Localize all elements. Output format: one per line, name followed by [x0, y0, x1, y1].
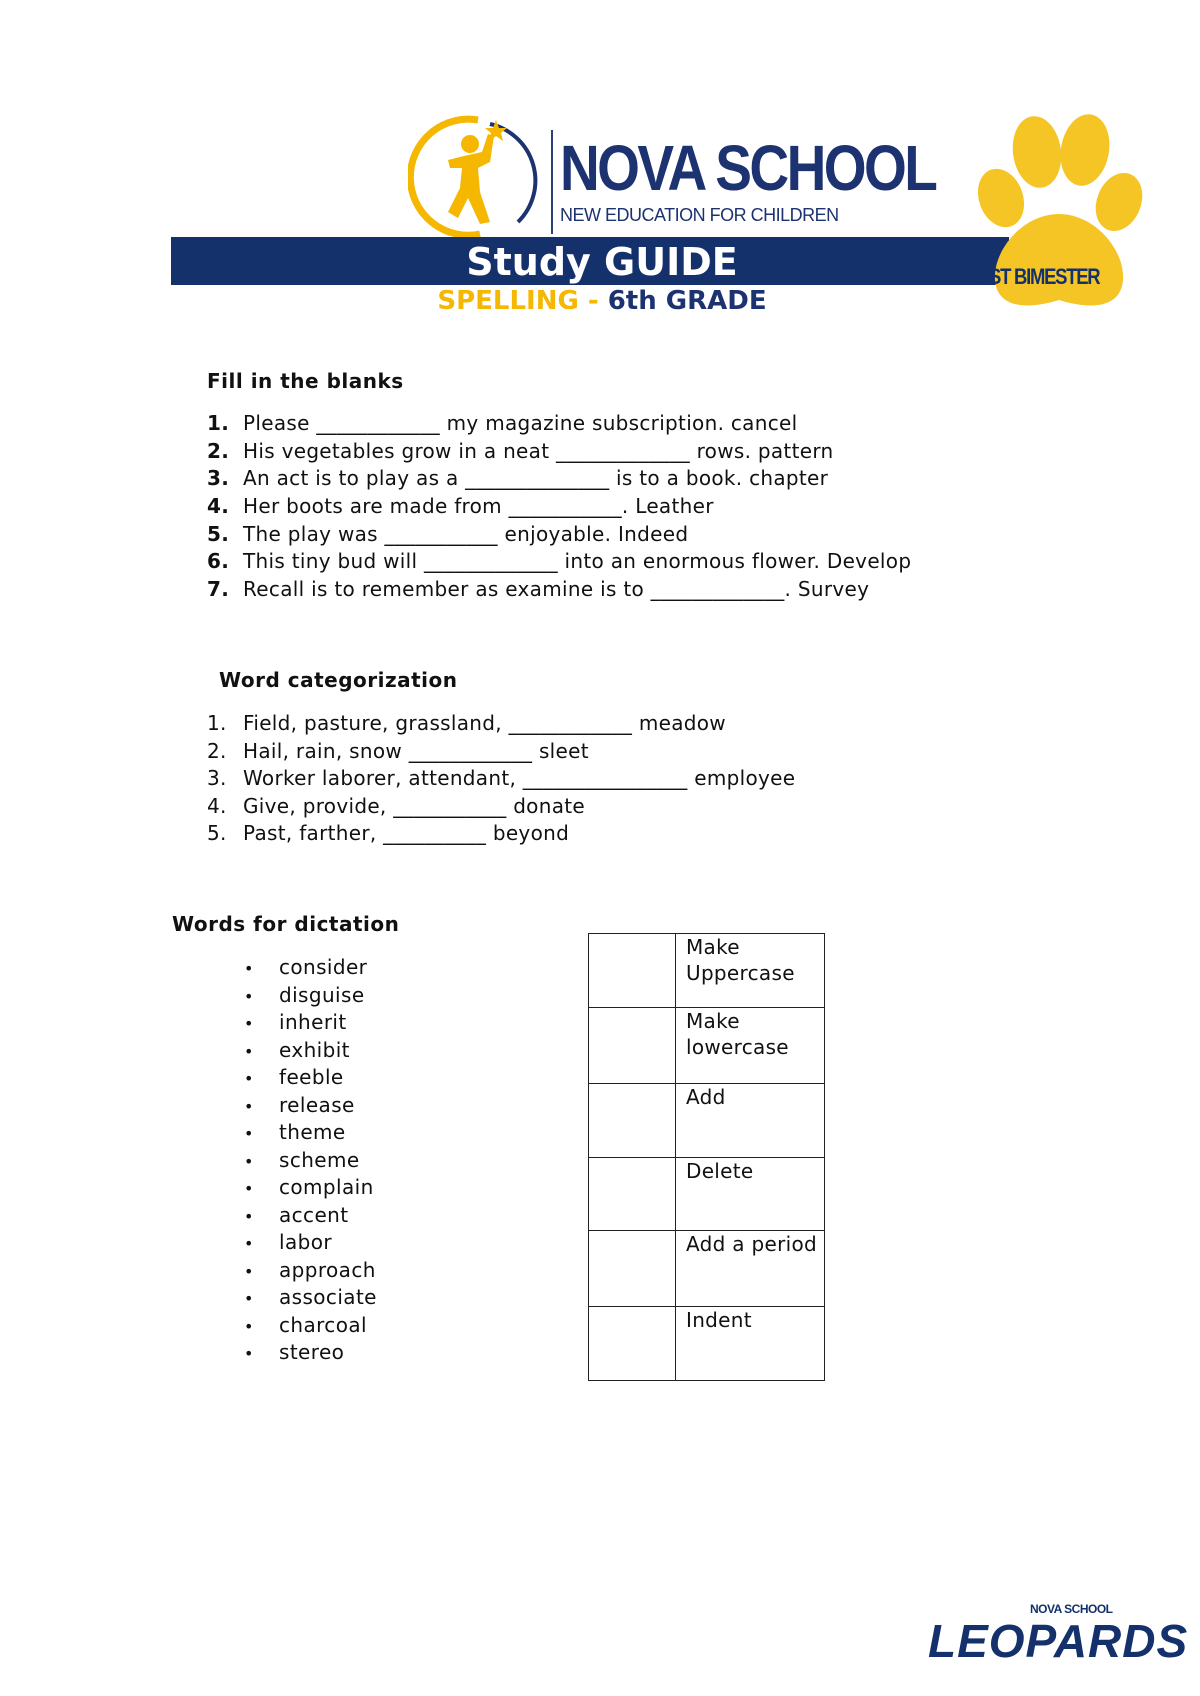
- table-row: [589, 1008, 825, 1084]
- bullet-icon: •: [244, 1014, 254, 1033]
- list-item: • exhibit: [244, 1037, 350, 1062]
- mark-symbol-cell: [589, 1307, 676, 1381]
- bullet-icon: •: [244, 1151, 254, 1171]
- list-item: 2. Hail, rain, snow ____________ sleet: [207, 739, 589, 763]
- bullet-icon: •: [244, 1096, 254, 1116]
- list-item: • stereo: [244, 1340, 345, 1364]
- list-item: 3. An act is to play as a ______________ is to a book. chapter: [207, 466, 829, 490]
- list-item: • feeble: [244, 1065, 344, 1089]
- bullet-icon: •: [244, 1206, 254, 1226]
- list-item: • consider: [244, 955, 368, 979]
- mark-label: Indent: [676, 1307, 825, 1381]
- list-item: 5. Past, farther, __________ beyond: [207, 821, 570, 845]
- list-item: • charcoal: [244, 1312, 367, 1337]
- list-item: 1. Please ____________ my magazine subscription. cancel: [207, 411, 798, 435]
- bullet-icon: •: [244, 1069, 254, 1088]
- bullet-icon: •: [244, 1316, 254, 1336]
- footer-school-name: NOVA SCHOOL: [1030, 1602, 1113, 1616]
- list-item: • associate: [244, 1285, 377, 1309]
- list-item: • scheme: [244, 1147, 360, 1172]
- list-item: • release: [244, 1092, 355, 1117]
- school-tagline: NEW EDUCATION FOR CHILDREN: [560, 205, 839, 225]
- table-row: [589, 1307, 825, 1381]
- section-title-dictation: Words for dictation: [172, 912, 400, 936]
- list-item: 4. Give, provide, ___________ donate: [207, 794, 585, 818]
- list-item: • disguise: [244, 982, 365, 1007]
- table-row: [589, 1084, 825, 1158]
- mark-label: Make lowercase: [676, 1008, 825, 1084]
- list-item: 5. The play was ___________ enjoyable. Indeed: [207, 522, 689, 546]
- proofreading-marks-table: [588, 933, 825, 1381]
- table-row: [589, 1231, 825, 1307]
- list-item: 2. His vegetables grow in a neat _____________ rows. pattern: [207, 439, 834, 463]
- page-title: Study GUIDE: [466, 240, 738, 284]
- list-item: 7. Recall is to remember as examine is to _____________. Survey: [207, 577, 870, 601]
- mark-symbol-cell: [589, 934, 676, 1008]
- section-title-word-categorization: Word categorization: [219, 668, 458, 692]
- footer-team-logo: LEOPARDS: [928, 1615, 1189, 1667]
- bimester-badge: 1ST BIMESTER: [980, 264, 1100, 289]
- bullet-icon: •: [244, 1234, 254, 1253]
- dictation-word-list: [244, 955, 377, 1368]
- table-row: [589, 934, 825, 1008]
- list-item: 3. Worker laborer, attendant, ________________ employee: [207, 766, 796, 790]
- list-item: 4. Her boots are made from ___________. Leather: [207, 494, 714, 518]
- subtitle-grade: 6th GRADE: [607, 286, 767, 316]
- subtitle: [171, 286, 1033, 316]
- subtitle-subject: SPELLING -: [437, 286, 608, 316]
- list-item: • theme: [244, 1120, 346, 1144]
- list-item: • accent: [244, 1202, 349, 1227]
- logo-divider: [551, 130, 553, 234]
- list-item: • inherit: [244, 1010, 347, 1034]
- list-item: • approach: [244, 1257, 376, 1282]
- nova-school-logo-icon: [408, 112, 538, 242]
- bullet-icon: •: [244, 959, 254, 978]
- mark-label: Delete: [676, 1158, 825, 1231]
- list-item: 1. Field, pasture, grassland, ____________ meadow: [207, 711, 726, 735]
- school-name: NOVA SCHOOL: [560, 132, 936, 204]
- list-item: • complain: [244, 1175, 374, 1199]
- list-item: 6. This tiny bud will _____________ into an enormous flower. Develop: [207, 549, 912, 573]
- section-title-fill-blanks: Fill in the blanks: [207, 369, 404, 393]
- mark-symbol-cell: [589, 1084, 676, 1158]
- mark-label: Make Uppercase: [676, 934, 825, 1008]
- bullet-icon: •: [244, 1041, 254, 1061]
- mark-symbol-cell: [589, 1231, 676, 1307]
- list-item: • labor: [244, 1230, 332, 1254]
- bullet-icon: •: [244, 1124, 254, 1143]
- bullet-icon: •: [244, 986, 254, 1006]
- bullet-icon: •: [244, 1344, 254, 1363]
- mark-symbol-cell: [589, 1008, 676, 1084]
- mark-label: Add a period: [676, 1231, 825, 1307]
- bullet-icon: •: [244, 1179, 254, 1198]
- bullet-icon: •: [244, 1289, 254, 1308]
- mark-label: Add: [676, 1084, 825, 1158]
- mark-symbol-cell: [589, 1158, 676, 1231]
- bullet-icon: •: [244, 1261, 254, 1281]
- table-row: [589, 1158, 825, 1231]
